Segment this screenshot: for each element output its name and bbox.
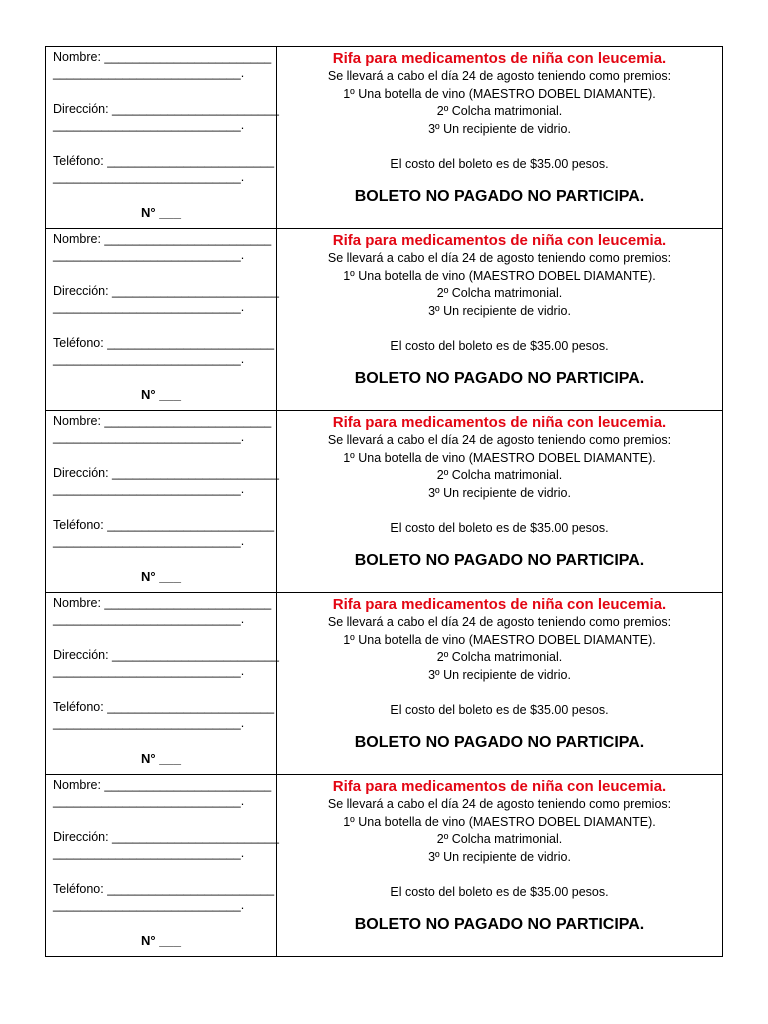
nombre-field-continuation[interactable]: ___________________________. (53, 794, 245, 808)
ticket-number-field[interactable]: N° ___ (141, 205, 181, 220)
ticket-number-field[interactable]: N° ___ (141, 751, 181, 766)
direccion-field[interactable]: Dirección: ________________________ (53, 830, 279, 844)
prize-third: 3º Un recipiente de vidrio. (428, 303, 571, 318)
ticket-details (277, 593, 723, 774)
prize-third: 3º Un recipiente de vidrio. (428, 849, 571, 864)
ticket-number-field[interactable]: N° ___ (141, 933, 181, 948)
raffle-title: Rifa para medicamentos de niña con leucemia. (332, 414, 667, 431)
direccion-field-continuation[interactable]: ___________________________. (53, 118, 245, 132)
stub-fields (46, 229, 277, 410)
stub-fields (46, 47, 277, 228)
ticket-details (277, 775, 723, 956)
raffle-intro: Se llevará a cabo el día 24 de agosto teniendo como premios: (327, 797, 672, 811)
prize-third: 3º Un recipiente de vidrio. (428, 121, 571, 136)
nombre-field-continuation[interactable]: ___________________________. (53, 430, 245, 444)
prize-first: 1º Una botella de vino (MAESTRO DOBEL DIAMANTE). (343, 86, 656, 101)
ticket-details (277, 47, 723, 228)
direccion-field[interactable]: Dirección: ________________________ (53, 466, 279, 480)
ticket-price: El costo del boleto es de $35.00 pesos. (390, 521, 609, 535)
stub-fields (46, 593, 277, 774)
prize-second: 2º Colcha matrimonial. (436, 832, 563, 846)
direccion-field-continuation[interactable]: ___________________________. (53, 300, 245, 314)
direccion-field[interactable]: Dirección: ________________________ (53, 648, 279, 662)
prize-second: 2º Colcha matrimonial. (436, 650, 563, 664)
raffle-intro: Se llevará a cabo el día 24 de agosto teniendo como premios: (327, 615, 672, 629)
nombre-field[interactable]: Nombre: ________________________ (53, 50, 272, 64)
payment-warning: BOLETO NO PAGADO NO PARTICIPA. (354, 734, 645, 751)
nombre-field[interactable]: Nombre: ________________________ (53, 232, 272, 246)
ticket-price: El costo del boleto es de $35.00 pesos. (390, 157, 609, 171)
telefono-field-continuation[interactable]: ___________________________. (53, 898, 245, 912)
nombre-field-continuation[interactable]: ___________________________. (53, 612, 245, 626)
prize-first: 1º Una botella de vino (MAESTRO DOBEL DIAMANTE). (343, 814, 656, 829)
telefono-field-continuation[interactable]: ___________________________. (53, 534, 245, 548)
raffle-ticket (46, 775, 723, 957)
nombre-field[interactable]: Nombre: ________________________ (53, 778, 272, 792)
prize-first: 1º Una botella de vino (MAESTRO DOBEL DIAMANTE). (343, 450, 656, 465)
direccion-field-continuation[interactable]: ___________________________. (53, 846, 245, 860)
payment-warning: BOLETO NO PAGADO NO PARTICIPA. (354, 370, 645, 387)
telefono-field-continuation[interactable]: ___________________________. (53, 716, 245, 730)
direccion-field-continuation[interactable]: ___________________________. (53, 482, 245, 496)
prize-third: 3º Un recipiente de vidrio. (428, 485, 571, 500)
prize-second: 2º Colcha matrimonial. (436, 104, 563, 118)
raffle-intro: Se llevará a cabo el día 24 de agosto teniendo como premios: (327, 433, 672, 447)
telefono-field[interactable]: Teléfono: ________________________ (53, 700, 275, 714)
telefono-field[interactable]: Teléfono: ________________________ (53, 336, 275, 350)
raffle-ticket-sheet (45, 46, 723, 957)
raffle-title: Rifa para medicamentos de niña con leucemia. (332, 232, 667, 249)
telefono-field-continuation[interactable]: ___________________________. (53, 170, 245, 184)
payment-warning: BOLETO NO PAGADO NO PARTICIPA. (354, 188, 645, 205)
direccion-field[interactable]: Dirección: ________________________ (53, 284, 279, 298)
ticket-number-field[interactable]: N° ___ (141, 569, 181, 584)
raffle-title: Rifa para medicamentos de niña con leucemia. (332, 778, 667, 795)
direccion-field[interactable]: Dirección: ________________________ (53, 102, 279, 116)
raffle-intro: Se llevará a cabo el día 24 de agosto teniendo como premios: (327, 251, 672, 265)
prize-second: 2º Colcha matrimonial. (436, 468, 563, 482)
nombre-field[interactable]: Nombre: ________________________ (53, 414, 272, 428)
nombre-field-continuation[interactable]: ___________________________. (53, 248, 245, 262)
ticket-price: El costo del boleto es de $35.00 pesos. (390, 339, 609, 353)
prize-first: 1º Una botella de vino (MAESTRO DOBEL DIAMANTE). (343, 632, 656, 647)
ticket-details (277, 229, 723, 410)
ticket-price: El costo del boleto es de $35.00 pesos. (390, 885, 609, 899)
stub-fields (46, 411, 277, 592)
prize-third: 3º Un recipiente de vidrio. (428, 667, 571, 682)
raffle-title: Rifa para medicamentos de niña con leucemia. (332, 50, 667, 67)
ticket-number-field[interactable]: N° ___ (141, 387, 181, 402)
telefono-field-continuation[interactable]: ___________________________. (53, 352, 245, 366)
raffle-title: Rifa para medicamentos de niña con leucemia. (332, 596, 667, 613)
direccion-field-continuation[interactable]: ___________________________. (53, 664, 245, 678)
prize-second: 2º Colcha matrimonial. (436, 286, 563, 300)
telefono-field[interactable]: Teléfono: ________________________ (53, 518, 275, 532)
payment-warning: BOLETO NO PAGADO NO PARTICIPA. (354, 916, 645, 933)
telefono-field[interactable]: Teléfono: ________________________ (53, 154, 275, 168)
raffle-ticket (46, 593, 723, 775)
nombre-field-continuation[interactable]: ___________________________. (53, 66, 245, 80)
ticket-price: El costo del boleto es de $35.00 pesos. (390, 703, 609, 717)
telefono-field[interactable]: Teléfono: ________________________ (53, 882, 275, 896)
payment-warning: BOLETO NO PAGADO NO PARTICIPA. (354, 552, 645, 569)
raffle-intro: Se llevará a cabo el día 24 de agosto teniendo como premios: (327, 69, 672, 83)
stub-fields (46, 775, 277, 956)
raffle-ticket (46, 229, 723, 411)
prize-first: 1º Una botella de vino (MAESTRO DOBEL DIAMANTE). (343, 268, 656, 283)
raffle-ticket (46, 47, 723, 229)
ticket-details (277, 411, 723, 592)
nombre-field[interactable]: Nombre: ________________________ (53, 596, 272, 610)
raffle-ticket (46, 411, 723, 593)
